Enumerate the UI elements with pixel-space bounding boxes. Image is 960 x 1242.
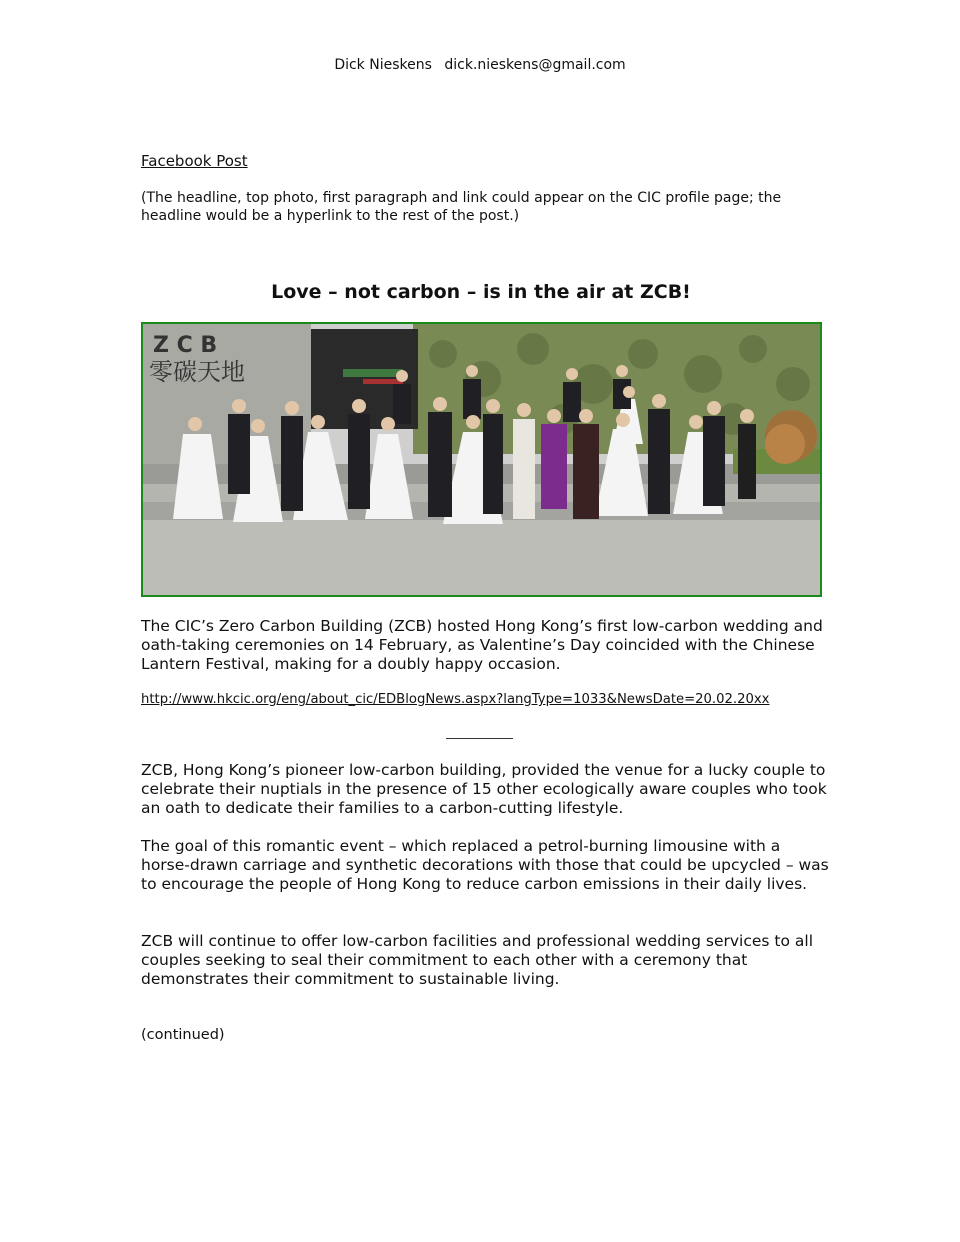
wedding-group-photo: [143, 324, 820, 595]
intro-paragraph: The CIC’s Zero Carbon Building (ZCB) hosted Hong Kong’s first low-carbon wedding and oath-taking ceremonies on 14 February, as Valentine’s Day coincided with the Chinese Lantern Festival, making for a doubly happy occasion.: [141, 617, 823, 673]
page-header: [0, 57, 960, 73]
body-paragraph-1: ZCB, Hong Kong’s pioneer low-carbon building, provided the venue for a lucky couple to celebrate their nuptials in the presence of 15 other ecologically aware couples who took an oath to dedicate their families to a carbon-cutting lifestyle.: [141, 761, 827, 817]
section-label: Facebook Post: [141, 152, 248, 170]
body-paragraph-2: The goal of this romantic event – which replaced a petrol-burning limousine with a horse-drawn carriage and synthetic decorations with those that could be upcycled – was to encourage the people of Hong Kong to reduce carbon emissions in their daily lives.: [141, 837, 829, 893]
section-divider: [446, 738, 513, 739]
editorial-note: (The headline, top photo, first paragraph and link could appear on the CIC profile page; the headline would be a hyperlink to the rest of the post.): [141, 190, 782, 224]
sign-chinese: 零碳天地: [149, 358, 245, 386]
author-name: Dick Nieskens: [334, 57, 432, 73]
top-photo: [141, 322, 822, 597]
sign-latin: Z C B: [153, 333, 218, 358]
continued-note: (continued): [141, 1027, 225, 1043]
post-headline[interactable]: Love – not carbon – is in the air at ZCB!: [271, 281, 691, 303]
author-email: dick.nieskens@gmail.com: [444, 57, 626, 73]
body-paragraph-3: ZCB will continue to offer low-carbon facilities and professional wedding services to all couples seeking to seal their commitment to each other with a ceremony that demonstrates their commitment to sustainable living.: [141, 932, 814, 988]
post-link[interactable]: http://www.hkcic.org/eng/about_cic/EDBlogNews.aspx?langType=1033&NewsDate=20.02.20xx: [141, 692, 770, 707]
